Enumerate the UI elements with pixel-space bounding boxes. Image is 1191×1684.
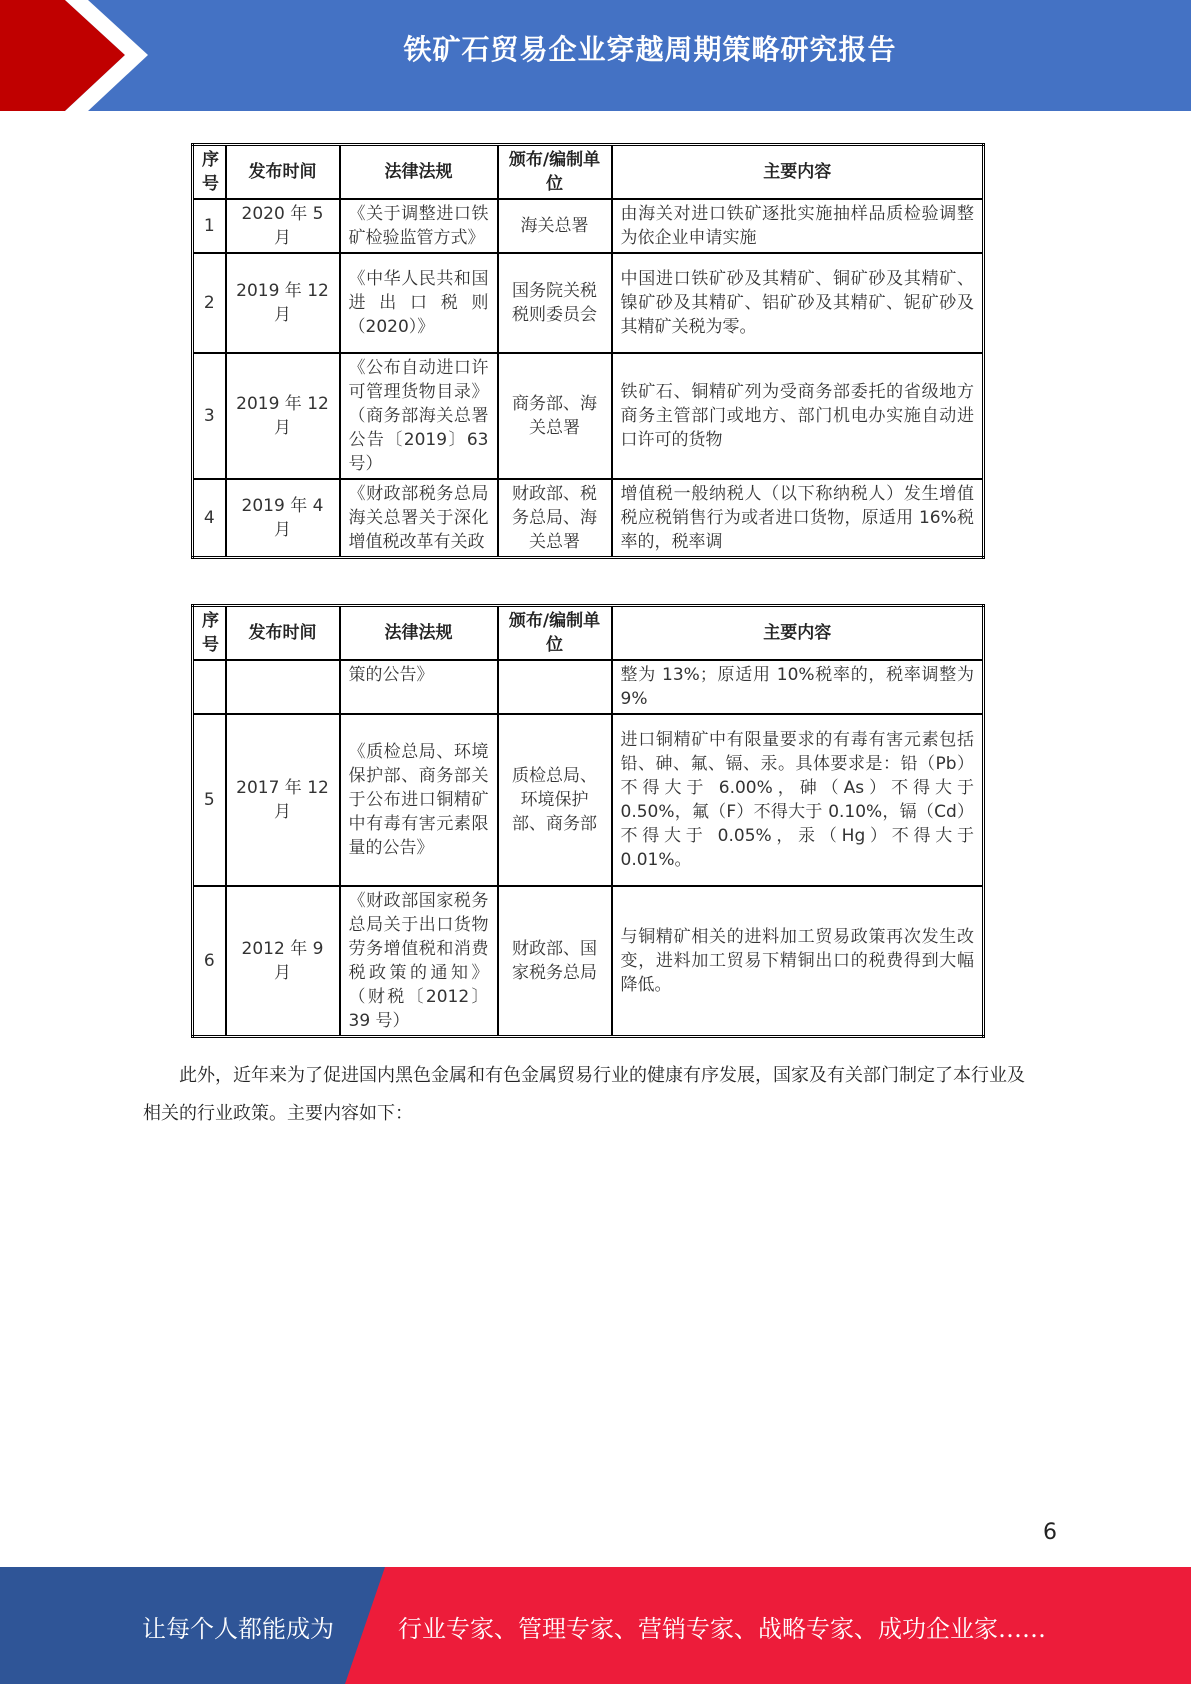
header-law: 法律法规 xyxy=(340,145,498,200)
cell-date: 2019 年 12 月 xyxy=(226,253,340,353)
cell-law: 《中华人民共和国进出口税则（2020）》 xyxy=(340,253,498,353)
footer-slogan-right: 行业专家、管理专家、营销专家、战略专家、成功企业家…… xyxy=(398,1615,1046,1643)
table-row xyxy=(193,714,984,886)
header-date: 发布时间 xyxy=(226,145,340,200)
header-law: 法律法规 xyxy=(340,606,498,661)
cell-date: 2017 年 12 月 xyxy=(226,714,340,886)
table-row xyxy=(193,253,984,353)
cell-date: 2020 年 5 月 xyxy=(226,199,340,253)
cell-no xyxy=(193,660,226,714)
table-row xyxy=(193,479,984,558)
cell-content: 中国进口铁矿砂及其精矿、铜矿砂及其精矿、镍矿砂及其精矿、铝矿砂及其精矿、铌矿砂及其精矿关税为零。 xyxy=(612,253,984,353)
table-row xyxy=(193,660,984,714)
cell-law: 《质检总局、环境保护部、商务部关于公布进口铜精矿中有毒有害元素限量的公告》 xyxy=(340,714,498,886)
cell-org: 海关总署 xyxy=(498,199,612,253)
cell-content: 增值税一般纳税人（以下称纳税人）发生增值税应税销售行为或者进口货物，原适用 16%税率的，税率调 xyxy=(612,479,984,558)
cell-org: 财政部、国家税务总局 xyxy=(498,886,612,1037)
cell-law: 《关于调整进口铁矿检验监管方式》 xyxy=(340,199,498,253)
cell-no: 6 xyxy=(193,886,226,1037)
cell-date: 2012 年 9 月 xyxy=(226,886,340,1037)
cell-date: 2019 年 12 月 xyxy=(226,353,340,479)
cell-law: 《财政部税务总局海关总署关于深化增值税改革有关政 xyxy=(340,479,498,558)
header-content: 主要内容 xyxy=(612,145,984,200)
table-row xyxy=(193,353,984,479)
header-org: 颁布/编制单位 xyxy=(498,606,612,661)
cell-no: 2 xyxy=(193,253,226,353)
cell-content: 由海关对进口铁矿逐批实施抽样品质检验调整为依企业申请实施 xyxy=(612,199,984,253)
cell-content: 进口铜精矿中有限量要求的有毒有害元素包括铅、砷、氟、镉、汞。具体要求是：铅（Pb）不得大于 6.00%，砷（As）不得大于 0.50%，氟（F）不得大于 0.10%，镉（Cd）不得大于 0.05%，汞（Hg）不得大于 0.01%。 xyxy=(612,714,984,886)
cell-org: 质检总局、环境保护部、商务部 xyxy=(498,714,612,886)
header-date: 发布时间 xyxy=(226,606,340,661)
chevron-arrow-icon xyxy=(0,0,160,111)
cell-content: 整为 13%；原适用 10%税率的，税率调整为 9% xyxy=(612,660,984,714)
table-row xyxy=(193,886,984,1037)
cell-org: 国务院关税税则委员会 xyxy=(498,253,612,353)
cell-no: 1 xyxy=(193,199,226,253)
cell-content: 铁矿石、铜精矿列为受商务部委托的省级地方商务主管部门或地方、部门机电办实施自动进口许可的货物 xyxy=(612,353,984,479)
header-no: 序号 xyxy=(193,145,226,200)
cell-law: 《公布自动进口许可管理货物目录》（商务部海关总署公告〔2019〕63 号） xyxy=(340,353,498,479)
header-no: 序号 xyxy=(193,606,226,661)
cell-org: 财政部、税务总局、海关总署 xyxy=(498,479,612,558)
cell-date xyxy=(226,660,340,714)
header-org: 颁布/编制单位 xyxy=(498,145,612,200)
cell-no: 4 xyxy=(193,479,226,558)
page-header xyxy=(0,0,1191,111)
policy-table-part-1 xyxy=(191,143,985,559)
header-content: 主要内容 xyxy=(612,606,984,661)
cell-law: 策的公告》 xyxy=(340,660,498,714)
page-footer xyxy=(0,1567,1191,1684)
table-header-row xyxy=(193,145,984,200)
cell-date: 2019 年 4 月 xyxy=(226,479,340,558)
report-title: 铁矿石贸易企业穿越周期策略研究报告 xyxy=(403,33,897,66)
page-number: 6 xyxy=(1043,1520,1057,1545)
cell-org: 商务部、海关总署 xyxy=(498,353,612,479)
cell-content: 与铜精矿相关的进料加工贸易政策再次发生改变，进料加工贸易下精铜出口的税费得到大幅降低。 xyxy=(612,886,984,1037)
footer-slogan-left: 让每个人都能成为 xyxy=(142,1615,334,1643)
cell-no: 5 xyxy=(193,714,226,886)
cell-no: 3 xyxy=(193,353,226,479)
cell-org xyxy=(498,660,612,714)
cell-law: 《财政部国家税务总局关于出口货物劳务增值税和消费税政策的通知》（财税〔2012〕39 号） xyxy=(340,886,498,1037)
table-header-row xyxy=(193,606,984,661)
policy-table-part-2 xyxy=(191,604,985,1038)
body-paragraph: 此外，近年来为了促进国内黑色金属和有色金属贸易行业的健康有序发展，国家及有关部门制定了本行业及相关的行业政策。主要内容如下： xyxy=(143,1065,1025,1124)
table-row xyxy=(193,199,984,253)
